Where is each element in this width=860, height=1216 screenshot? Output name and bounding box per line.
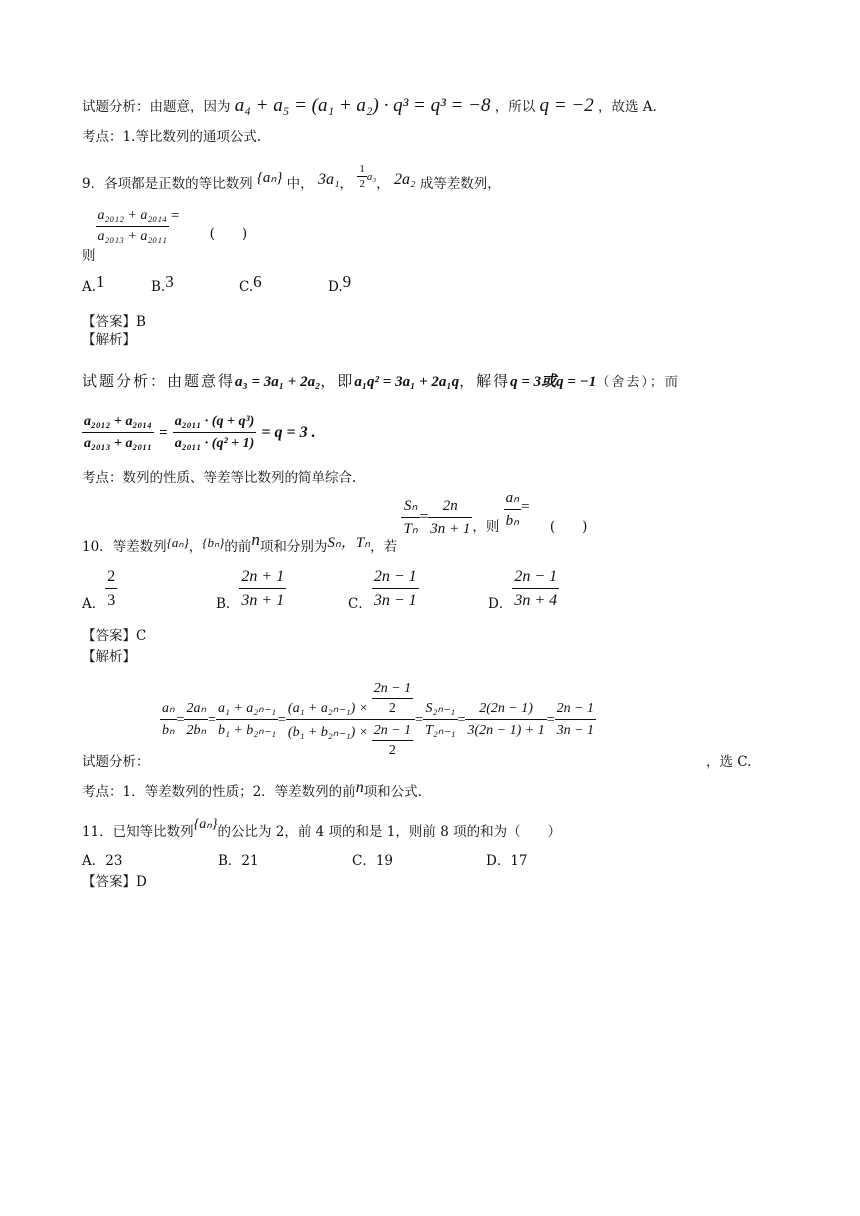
q9-analysis-a: 试题分析：由题意得 [82, 372, 236, 390]
q10-cond-lhs-num: Sₙ [401, 496, 419, 518]
q9-ask-paren: ( ) [209, 226, 248, 242]
q10-cond-rhs-num: 2n [428, 496, 472, 518]
q10-option-c-frac [372, 566, 419, 611]
q10-kaodian [82, 779, 422, 802]
q10-d-frac-b [184, 699, 208, 740]
q9-term3: 2a₂ [393, 171, 416, 188]
q10-d-eq5: = [457, 712, 466, 728]
q10-d-inner-bottom-den: 2 [388, 743, 396, 758]
q11-option-b-label: B． [218, 853, 242, 869]
q10-d-eq1: = [176, 712, 185, 728]
q10-sums: Sₙ，Tₙ [327, 535, 371, 551]
q9-option-d [328, 272, 352, 296]
q10-d-inner-frac-bottom [372, 722, 413, 759]
q10-option-a-label: A． [82, 596, 106, 612]
q10-option-c [348, 566, 419, 611]
q9-deriv-result: = q = 3 . [261, 424, 316, 441]
q8-analysis-line [82, 96, 657, 117]
q8-equation-q: q = −2 [539, 95, 594, 116]
q9-stem-a: 9．各项都是正数的等比数列 [82, 176, 253, 192]
q10-d-frac-d-num [286, 680, 415, 720]
q10-d-inner-top-den: 2 [388, 701, 396, 716]
q9-ask-fraction [96, 207, 169, 246]
q9-half-num: 1 [359, 163, 365, 175]
q11-option-a [82, 851, 122, 871]
q9-term1: 3a₁ [317, 171, 340, 188]
q9-stem: 9．各项都是正数的等比数列 {aₙ} 中， 3a₁， $\frac{1}{2}$ $^{a_3}$， 2a₂ 成等差数列， [82, 163, 501, 192]
q11-option-d-value: 17 [510, 853, 528, 869]
q9-option-c-label: C. [239, 279, 254, 295]
q9-option-c [239, 272, 262, 296]
q9-sequence: {aₙ} [256, 170, 283, 186]
q8-analysis-mid: ，所以 [494, 99, 536, 115]
q10-cond-rhs [428, 496, 472, 539]
q10-option-b-num: 2n + 1 [239, 566, 286, 589]
q9-option-d-value: 9 [342, 272, 352, 291]
q10-derivation [160, 680, 596, 759]
q11-sequence: {aₙ} [193, 817, 218, 832]
q9-option-a-label: A. [82, 279, 97, 295]
q10-kaodian-a: 考点：1．等差数列的性质；2．等差数列的前 [82, 784, 356, 800]
q10-d-frac-f-den: 3(2n − 1) + 1 [467, 723, 545, 738]
q9-ask-eq: = [170, 208, 180, 224]
q11-answer: 【答案】D [82, 874, 147, 890]
q10-paren: ( ) [549, 519, 588, 535]
q8-equation-main: a₄ + a₅ = (a₁ + a₂) · q³ = q³ = −8 [234, 95, 491, 116]
q9-option-a-value: 1 [96, 272, 105, 291]
q10-d-frac-c-den: b₁ + b₂ₙ₋₁ [217, 723, 276, 738]
q8-analysis-prefix: 试题分析：由题意，因为 [82, 99, 231, 115]
q9-ask [82, 207, 248, 264]
q9-analysis-b: ，即 [320, 372, 355, 390]
q11-option-b [218, 851, 259, 871]
q10-cond-rhs-den: 3n + 1 [430, 521, 471, 537]
q10-d-frac-c-num: a₁ + a₂ₙ₋₁ [216, 699, 278, 720]
q10-d-inner-frac-top [372, 680, 413, 717]
q8-kaodian: 考点：1.等比数列的通项公式. [82, 129, 262, 145]
q11-option-d-label: D． [486, 853, 511, 869]
q9-option-c-value: 6 [253, 272, 262, 291]
q10-option-d [488, 566, 559, 611]
q10-d-frac-a-num: aₙ [160, 699, 177, 720]
q9-ask-prefix: 则 [82, 248, 96, 264]
q9-option-b-value: 3 [165, 272, 174, 291]
q10-d-frac-c [216, 699, 278, 740]
q10-option-b [216, 566, 286, 611]
q9-option-d-label: D. [328, 279, 343, 295]
q10-option-a-num: 2 [107, 568, 116, 585]
q10-option-c-label: C． [348, 596, 372, 612]
q9-analysis-d: （舍去）；而 [596, 375, 680, 390]
q9-stem-c: 成等差数列， [419, 176, 501, 192]
q10-seq2: {bₙ} [202, 535, 225, 550]
q10-d-frac-b-num: 2aₙ [184, 699, 208, 720]
q10-option-d-label: D． [488, 596, 513, 612]
q10-d-frac-e [423, 699, 458, 740]
q10-option-c-den: 3n − 1 [373, 592, 417, 609]
q10-comma: ， [188, 539, 203, 555]
q10-d-inner-top-num: 2n − 1 [372, 680, 413, 699]
q10-select: ，选 C. [706, 754, 752, 770]
q11-option-c-label: C． [352, 853, 376, 869]
q9-deriv-eq: = [159, 425, 168, 441]
q10-option-b-frac [239, 566, 286, 611]
q10-d-frac-e-num: S₂ₙ₋₁ [423, 699, 458, 720]
q10-option-d-num: 2n − 1 [512, 566, 559, 589]
q10-d-eq4: = [415, 712, 424, 728]
q9-ask-den: a₂₀₁₃ + a₂₀₁₁ [97, 229, 167, 244]
q9-analysis-c: ，解得 [459, 372, 511, 390]
q10-d-frac-d-num-left: (a₁ + a₂ₙ₋₁) × [287, 700, 369, 716]
q10-stem-b: 的前 [224, 539, 252, 555]
q10-analysis-label: 试题分析： [82, 754, 150, 770]
q10-d-frac-b-den: 2bₙ [186, 723, 207, 738]
q10-d-frac-g [555, 699, 596, 740]
q10-ask-eq: = [521, 499, 530, 515]
q10-ask-fraction [504, 488, 521, 531]
q10-answer: 【答案】C [82, 628, 147, 644]
q11-stem-b: 的公比为 2，前 4 项的和是 1，则前 8 项的和为（ ） [217, 824, 562, 840]
q10-option-c-num: 2n − 1 [372, 566, 419, 589]
q10-option-d-den: 3n + 4 [514, 592, 558, 609]
q11-option-a-label: A． [82, 853, 106, 869]
q11-option-c [352, 851, 393, 871]
q9-ask-num: a₂₀₁₂ + a₂₀₁₄ [96, 207, 169, 227]
q9-kaodian: 考点：数列的性质、等差等比数列的简单综合. [82, 470, 357, 486]
q10-option-a [82, 566, 117, 611]
q9-deriv-frac2-num: a₂₀₁₁ · (q + q³) [173, 412, 257, 433]
q10-d-frac-g-den: 3n − 1 [556, 723, 595, 738]
q10-d-eq3: = [278, 712, 286, 728]
q9-deriv-frac1-den: a₂₀₁₃ + a₂₀₁₁ [84, 436, 153, 451]
q11-option-c-value: 19 [375, 853, 394, 869]
q10-kaodian-n: n [355, 779, 364, 796]
q10-ask-den: bₙ [505, 513, 520, 529]
q9-option-b-label: B. [151, 279, 166, 295]
q10-option-b-label: B． [216, 596, 240, 612]
q10-ask-num: aₙ [504, 488, 521, 510]
q9-half-den: 2 [359, 178, 365, 190]
q10-n: n [251, 530, 260, 549]
q11-option-a-value: 23 [105, 853, 123, 869]
q10-d-inner-bottom-num: 2n − 1 [372, 722, 413, 741]
q9-eq1: a₃ = 3a₁ + 2a₂ [235, 374, 321, 390]
q10-stem-c: 项和分别为 [259, 539, 328, 555]
q10-cond-lhs-den: Tₙ [403, 521, 418, 537]
q10-d-frac-a-den: bₙ [162, 723, 175, 738]
q9-deriv-frac1 [82, 412, 154, 453]
q10-option-a-frac [105, 566, 117, 611]
q10-stem-a: 10．等差数列 [82, 539, 167, 555]
q11-option-d [486, 851, 528, 871]
q10-d-frac-e-den: T₂ₙ₋₁ [425, 723, 456, 738]
q9-analysis-line [82, 370, 680, 394]
q9-eq3: q = 3或q = −1 [510, 374, 597, 390]
q10-d-frac-f-num: 2(2n − 1) [465, 699, 546, 720]
q10-cond-eq: = [419, 509, 429, 525]
q9-derivation [82, 412, 316, 453]
q9-option-b [151, 272, 174, 296]
q10-option-d-frac [512, 566, 559, 611]
q9-deriv-frac2 [173, 412, 257, 453]
q9-term2-var: a₃ [366, 171, 377, 183]
q9-eq2: a₁q² = 3a₁ + 2a₁q [354, 374, 460, 390]
q10-d-eq6: = [546, 712, 555, 728]
q10-d-frac-d [286, 680, 415, 759]
q10-option-a-den: 3 [105, 588, 117, 611]
q9-deriv-frac2-den: a₂₀₁₁ · (q² + 1) [174, 436, 255, 451]
q9-option-a [82, 272, 105, 296]
q10-d-frac-g-num: 2n − 1 [555, 699, 596, 720]
q11-option-b-value: 21 [241, 853, 259, 869]
q9-half-fraction [357, 163, 367, 190]
q9-answer: 【答案】B [82, 314, 146, 330]
q11-stem-a: 11．已知等比数列 [82, 824, 194, 840]
q11-stem [82, 817, 562, 843]
q8-analysis-suffix: ，故选 A. [598, 99, 657, 115]
q10-d-eq2: = [208, 712, 216, 728]
q9-stem-b: 中， [286, 176, 314, 192]
q9-deriv-frac1-num: a₂₀₁₂ + a₂₀₁₄ [82, 412, 154, 433]
q9-jiexi: 【解析】 [82, 332, 136, 348]
q10-d-frac-d-den-left: (b₁ + b₂ₙ₋₁) × [287, 724, 369, 740]
q10-kaodian-b: 项和公式. [363, 784, 422, 800]
q10-stem-e: ，则 [472, 519, 500, 535]
q10-jiexi: 【解析】 [82, 649, 136, 665]
q10-d-frac-f [465, 699, 546, 740]
q10-seq1: {aₙ} [166, 535, 189, 550]
q10-cond-lhs [401, 496, 419, 539]
q10-d-frac-d-den [286, 720, 415, 759]
q10-stem-d: ，若 [370, 539, 398, 555]
q10-option-b-den: 3n + 1 [241, 592, 285, 609]
q10-d-frac-a [160, 699, 177, 740]
q10-stem [82, 490, 588, 555]
